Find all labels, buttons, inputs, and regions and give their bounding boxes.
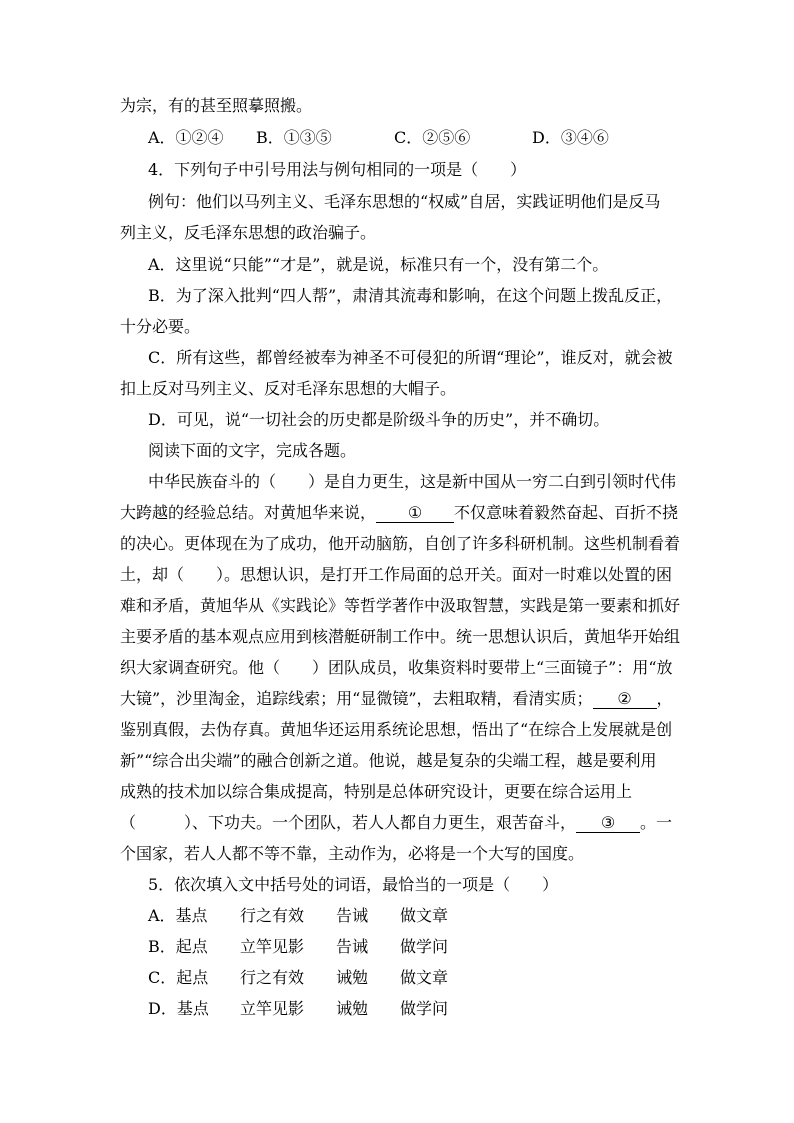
- q5-d-word-2: 立竿见影: [240, 999, 305, 1018]
- blank-2: ②: [593, 690, 657, 709]
- q5-option-a: [148, 906, 448, 926]
- q5-option-b: [148, 937, 448, 957]
- q4-option-c-line-2: 扣上反对马列主义、反对毛泽东思想的大帽子。: [120, 379, 457, 398]
- q4-example-line-1: 例句：他们以马列主义、毛泽东思想的“权威”自居，实践证明他们是反马: [148, 192, 661, 211]
- q5-a-word-1: A．基点: [148, 906, 208, 925]
- q5-a-word-3: 告诫: [336, 906, 369, 925]
- q3-option-a: A．①②④: [148, 128, 224, 147]
- passage-line-5: 难和矛盾，黄旭华从《实践论》等哲学著作中汲取智慧，实践是第一要素和抓好: [120, 596, 681, 615]
- blank-1: ①: [376, 504, 454, 523]
- passage-line-11: 成熟的技术加以综合集成提高，特别是总体研究设计，更要在综合运用上: [120, 782, 633, 801]
- q4-stem: 4．下列句子中引号用法与例句相同的一项是（ ）: [148, 160, 527, 179]
- q5-a-word-4: 做文章: [400, 906, 449, 925]
- passage-line-4: 土，却（ ）。思想认识，是打开工作局面的总开关。面对一时难以处置的困: [120, 565, 673, 584]
- passage-line-2-start: 大跨越的经验总结。对黄旭华来说，: [120, 503, 377, 522]
- q5-c-word-4: 做文章: [400, 968, 449, 987]
- passage-line-7: 织大家调查研究。他（ ）团队成员，收集资料时要带上“三面镜子”：用“放: [120, 658, 673, 677]
- q4-option-a: A．这里说“只能”“才是”，就是说，标准只有一个，没有第二个。: [148, 255, 609, 274]
- q5-stem: 5．依次填入文中括号处的词语，最恰当的一项是（ ）: [148, 875, 559, 894]
- q3-stem-tail: 为宗，有的甚至照摹照搬。: [120, 96, 313, 115]
- passage-line-12: [120, 813, 672, 833]
- q5-d-word-4: 做学问: [400, 999, 449, 1018]
- passage-line-6: 主要矛盾的基本观点应用到核潜艇研制工作中。统一思想认识后，黄旭华开始组: [120, 627, 681, 646]
- q3-options: [148, 128, 609, 148]
- q5-d-word-1: D．基点: [148, 999, 209, 1018]
- q5-a-word-2: 行之有效: [240, 906, 305, 925]
- q5-c-word-3: 诫勉: [336, 968, 369, 987]
- q3-option-b: B．①③⑤: [256, 128, 332, 147]
- passage-line-2-end: 不仅意味着毅然奋起、百折不挠: [454, 503, 679, 522]
- q4-example-line-2: 列主义，反毛泽东思想的政治骗子。: [120, 223, 377, 242]
- q5-d-word-3: 诫勉: [336, 999, 369, 1018]
- passage-line-12-end: 。一: [640, 813, 673, 832]
- passage-line-2: [120, 503, 678, 523]
- q5-b-word-1: B．起点: [148, 937, 208, 956]
- q4-option-b-line-2: 十分必要。: [120, 317, 201, 336]
- q3-option-c: C．②⑤⑥: [394, 128, 471, 147]
- reading-intro: 阅读下面的文字，完成各题。: [148, 441, 357, 460]
- q5-c-word-1: C．起点: [148, 968, 209, 987]
- passage-line-1: 中华民族奋斗的（ ）是自力更生，这是新中国从一穷二白到引领时代伟: [148, 472, 677, 491]
- passage-line-3: 的决心。更体现在为了成功，他开动脑筋，自创了许多科研机制。这些机制看着: [120, 534, 681, 553]
- passage-line-13: 个国家，若人人都不等不靠，主动作为，必将是一个大写的国度。: [120, 844, 585, 863]
- q4-option-d: D．可见，说“一切社会的历史都是阶级斗争的历史”，并不确切。: [148, 410, 610, 429]
- q5-option-d: [148, 999, 448, 1019]
- q5-b-word-4: 做学问: [400, 937, 449, 956]
- q5-b-word-2: 立竿见影: [240, 937, 305, 956]
- passage-line-12-start: （ ）、下功夫。一个团队，若人人都自力更生，艰苦奋斗，: [120, 813, 577, 832]
- q4-option-c-line-1: C．所有这些，都曾经被奉为神圣不可侵犯的所谓“理论”，谁反对，就会被: [148, 348, 673, 367]
- q5-b-word-3: 告诫: [336, 937, 369, 956]
- passage-line-8: [120, 689, 673, 709]
- q5-c-word-2: 行之有效: [240, 968, 305, 987]
- blank-3: ③: [576, 814, 640, 833]
- passage-line-8-start: 大镜”，沙里淘金，追踪线索；用“显微镜”，去粗取精，看清实质；: [120, 689, 593, 708]
- passage-line-10: 新”“综合出尖端”的融合创新之道。他说，越是复杂的尖端工程，越是要利用: [120, 751, 657, 770]
- q5-option-c: [148, 968, 448, 988]
- q3-option-d: D．③④⑥: [532, 128, 609, 147]
- passage-line-9: 鉴别真假，去伪存真。黄旭华还运用系统论思想，悟出了“在综合上发展就是创: [120, 720, 673, 739]
- q4-option-b-line-1: B．为了深入批判“四人帮”，肃清其流毒和影响，在这个问题上拨乱反正，: [148, 286, 673, 305]
- passage-line-8-end: ，: [656, 689, 673, 708]
